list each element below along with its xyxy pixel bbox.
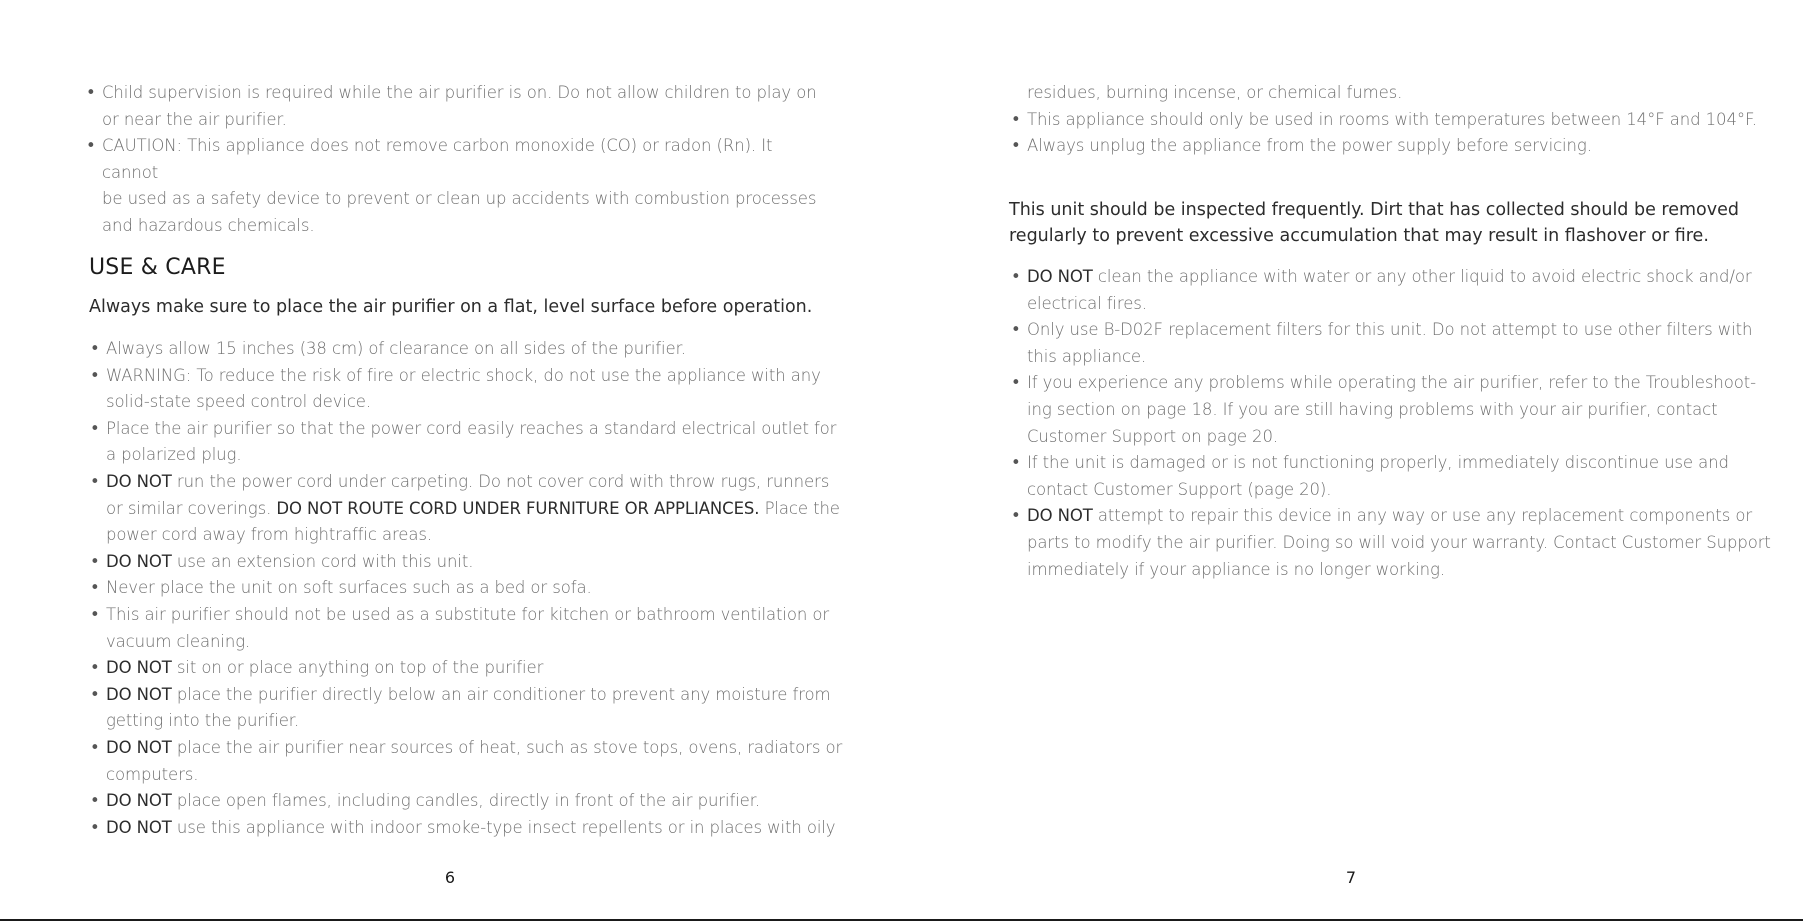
list-item-continuation: [1027, 80, 1767, 107]
list-item-continuation: [102, 213, 822, 240]
item-text: CAUTION: This appliance does not remove carbon monoxide (CO) or radon (Rn). It cannot: [102, 136, 773, 182]
item-text: Place the: [759, 498, 840, 518]
list-item: [1027, 450, 1772, 477]
item-text: run the power cord under carpeting. Do not cover cord with throw rugs, runners: [171, 471, 830, 491]
item-text: Customer Support on page 20.: [1027, 426, 1278, 446]
item-text: Never place the unit on soft surfaces such as a bed or sofa.: [106, 578, 592, 598]
maintenance-list: [1027, 264, 1772, 583]
item-text: use this appliance with indoor smoke-type insect repellents or in places with oily: [171, 817, 836, 837]
item-text: place the air purifier near sources of heat, such as stove tops, ovens, radiators or: [171, 737, 843, 757]
list-item: [1027, 317, 1772, 344]
list-item-continuation: [106, 389, 846, 416]
item-text: getting into the purifier.: [106, 711, 300, 731]
emphasis-text: DO NOT: [1027, 267, 1093, 286]
item-text: place the purifier directly below an air conditioner to prevent any moisture from: [171, 684, 831, 704]
list-item-continuation: [1027, 291, 1772, 318]
item-text: If the unit is damaged or is not functioning properly, immediately discontinue use and: [1027, 453, 1729, 473]
list-item: [1027, 370, 1772, 397]
item-text: residues, burning incense, or chemical fumes.: [1027, 83, 1403, 102]
emphasis-text: DO NOT ROUTE CORD UNDER FURNITURE OR APPLIANCES.: [276, 498, 760, 518]
list-item: [102, 80, 822, 107]
list-item-continuation: [102, 107, 822, 134]
list-item-continuation: [1027, 557, 1772, 584]
list-item: [106, 815, 846, 842]
emphasis-text: DO NOT: [106, 791, 172, 811]
emphasis-text: DO NOT: [106, 817, 172, 837]
list-item: [106, 336, 846, 363]
list-item: [1027, 503, 1772, 530]
list-item-continuation: [106, 522, 846, 549]
item-text: Only use B-D02F replacement filters for this unit. Do not attempt to use other filters with: [1027, 320, 1753, 340]
item-text: parts to modify the air purifier. Doing so will void your warranty. Contact Customer Support: [1027, 532, 1771, 552]
item-text: Always allow 15 inches (38 cm) of clearance on all sides of the purifier.: [106, 339, 686, 358]
list-item: [106, 735, 846, 762]
list-item-continuation: [1027, 397, 1772, 424]
item-text: solid-state speed control device.: [106, 392, 372, 412]
inspection-lead-line-2: regularly to prevent excessive accumulation that may result in flashover or fire.: [1009, 226, 1709, 246]
emphasis-text: DO NOT: [106, 684, 172, 704]
item-text: immediately if your appliance is no longer working.: [1027, 559, 1445, 579]
emphasis-text: DO NOT: [106, 551, 172, 571]
list-item: [106, 602, 846, 629]
right-intro-list: [1027, 80, 1767, 160]
list-item: [106, 549, 846, 576]
item-text: power cord away from hightraffic areas.: [106, 525, 433, 545]
item-text: be used as a safety device to prevent or clean up accidents with combustion processes: [102, 189, 817, 209]
emphasis-text: DO NOT: [106, 737, 172, 757]
list-item-continuation: [106, 762, 846, 789]
list-item-continuation: [1027, 530, 1772, 557]
item-text: If you experience any problems while operating the air purifier, refer to the Troubleshoot-: [1027, 373, 1756, 393]
emphasis-text: DO NOT: [106, 471, 172, 491]
use-care-list: [106, 336, 846, 841]
item-text: computers.: [106, 764, 199, 784]
item-text: or similar coverings.: [106, 498, 277, 518]
item-text: or near the air purifier.: [102, 109, 287, 129]
list-item-continuation: [106, 629, 846, 656]
list-item: [106, 788, 846, 815]
item-text: attempt to repair this device in any way or use any replacement components or: [1092, 506, 1753, 526]
page-number-left: 6: [444, 868, 456, 887]
list-item-continuation: [1027, 477, 1772, 504]
list-item-continuation: [106, 442, 846, 469]
list-item: [106, 469, 846, 496]
page-6: [0, 0, 900, 921]
item-text: sit on or place anything on top of the purifier: [171, 658, 544, 678]
list-item: [106, 682, 846, 709]
item-text: and hazardous chemicals.: [102, 215, 315, 235]
list-item: [1027, 107, 1767, 134]
inspection-lead-line-1: This unit should be inspected frequently. Dirt that has collected should be removed: [1009, 200, 1739, 220]
list-item: [106, 363, 846, 390]
item-text: Child supervision is required while the air purifier is on. Do not allow children to play on: [102, 83, 817, 102]
item-text: this appliance.: [1027, 346, 1147, 366]
item-text: clean the appliance with water or any other liquid to avoid electric shock and/or: [1092, 267, 1752, 286]
item-text: place open flames, including candles, directly in front of the air purifier.: [171, 791, 761, 811]
item-text: electrical fires.: [1027, 293, 1147, 313]
item-text: a polarized plug.: [106, 445, 242, 465]
list-item-continuation: [1027, 344, 1772, 371]
list-item: [1027, 264, 1772, 291]
item-text: This air purifier should not be used as a substitute for kitchen or bathroom ventilation or: [106, 604, 830, 624]
emphasis-text: DO NOT: [1027, 506, 1093, 526]
item-text: vacuum cleaning.: [106, 631, 251, 651]
list-item-continuation: [106, 496, 846, 523]
emphasis-text: DO NOT: [106, 658, 172, 678]
use-care-lead: Always make sure to place the air purifier on a flat, level surface before operation.: [89, 297, 813, 317]
list-item-continuation: [106, 708, 846, 735]
item-text: Always unplug the appliance from the power supply before servicing.: [1027, 136, 1592, 156]
page-number-right: 7: [1345, 868, 1357, 887]
item-text: ing section on page 18. If you are still having problems with your air purifier, contact: [1027, 399, 1718, 419]
item-text: This appliance should only be used in rooms with temperatures between 14°F and 104°F.: [1027, 109, 1757, 129]
item-text: Place the air purifier so that the power cord easily reaches a standard electrical outlet for: [106, 418, 837, 438]
list-item: [106, 416, 846, 443]
page-7: [900, 0, 1803, 921]
list-item-continuation: [102, 186, 822, 213]
item-text: WARNING: To reduce the risk of fire or electric shock, do not use the appliance with any: [106, 365, 821, 385]
list-item-continuation: [1027, 424, 1772, 451]
item-text: contact Customer Support (page 20).: [1027, 479, 1332, 499]
list-item: [102, 133, 822, 186]
list-item: [106, 575, 846, 602]
list-item: [1027, 133, 1767, 160]
section-title-use-care: USE & CARE: [89, 255, 226, 280]
list-item: [106, 655, 846, 682]
left-intro-list: [102, 80, 822, 240]
item-text: use an extension cord with this unit.: [171, 551, 474, 571]
